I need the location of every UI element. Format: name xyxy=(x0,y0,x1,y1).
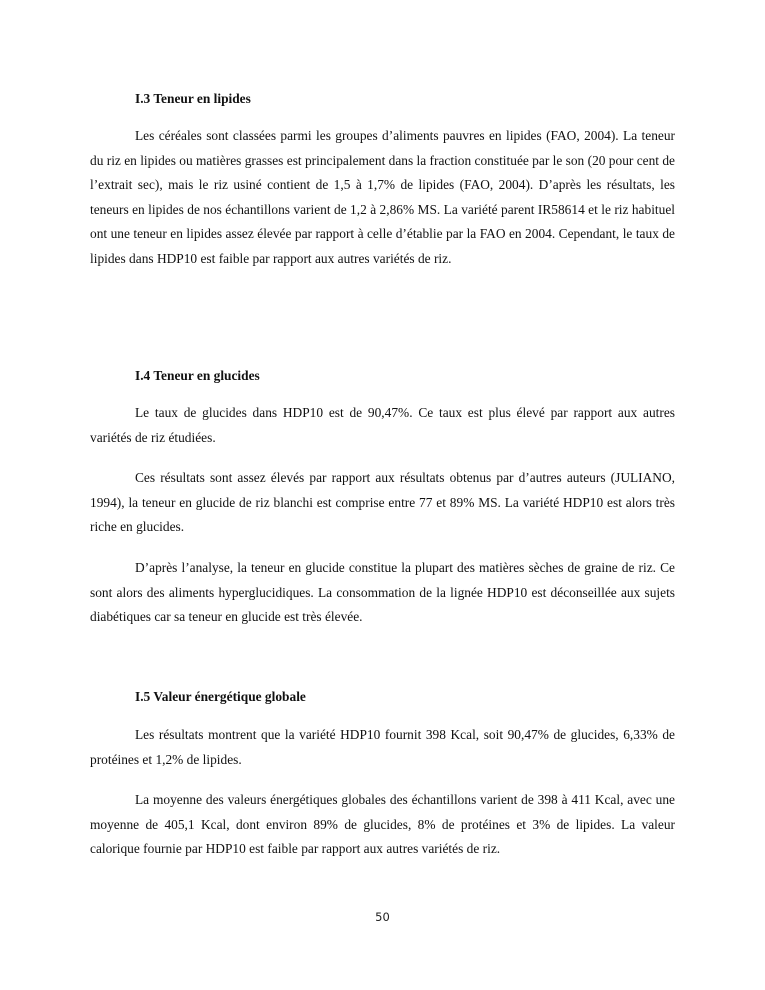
paragraph-glucides-3: D’après l’analyse, la teneur en glucide constitue la plupart des matières sèches de graine de riz. Ce sont alors des aliments hyperglucidiques. La consommation de la lignée HDP10 est déconseillée aux sujets diabétiques car sa teneur en glucide est très élevée. xyxy=(90,560,675,625)
paragraph-energie-2: La moyenne des valeurs énergétiques globales des échantillons varient de 398 à 411 Kcal, avec une moyenne de 405,1 Kcal, dont environ 89% de glucides, 8% de protéines et 3% de lipides. La valeur calorique fournie par HDP10 est faible par rapport aux autres variétés de riz. xyxy=(90,792,675,857)
section-heading-valeur-energetique: I.5 Valeur énergétique globale xyxy=(135,689,306,704)
paragraph-glucides-1: Le taux de glucides dans HDP10 est de 90,47%. Ce taux est plus élevé par rapport aux autres variétés de riz étudiées. xyxy=(90,405,675,445)
page-number: 50 xyxy=(375,910,390,924)
section-heading-lipides: I.3 Teneur en lipides xyxy=(135,91,251,106)
paragraph-lipides: Les céréales sont classées parmi les groupes d’aliments pauvres en lipides (FAO, 2004). La teneur du riz en lipides ou matières grasses est principalement dans la fraction constituée par le son (20 pour cent de l’extrait sec), mais le riz usiné contient de 1,5 à 1,7% de lipides (FAO, 2004). D’après les résultats, les teneurs en lipides de nos échantillons varient de 1,2 à 2,86% MS. La variété parent IR58614 et le riz habituel ont une teneur en lipides assez élevée par rapport à celle d’établie par la FAO en 2004. Cependant, le taux de lipides dans HDP10 est faible par rapport aux autres variétés de riz. xyxy=(90,128,675,266)
paragraph-glucides-2: Ces résultats sont assez élevés par rapport aux résultats obtenus par d’autres auteurs (JULIANO, 1994), la teneur en glucide de riz blanchi est comprise entre 77 et 89% MS. La variété HDP10 est alors très riche en glucides. xyxy=(90,470,675,535)
paragraph-energie-1: Les résultats montrent que la variété HDP10 fournit 398 Kcal, soit 90,47% de glucides, 6,33% de protéines et 1,2% de lipides. xyxy=(90,727,675,767)
section-heading-glucides: I.4 Teneur en glucides xyxy=(135,368,260,383)
